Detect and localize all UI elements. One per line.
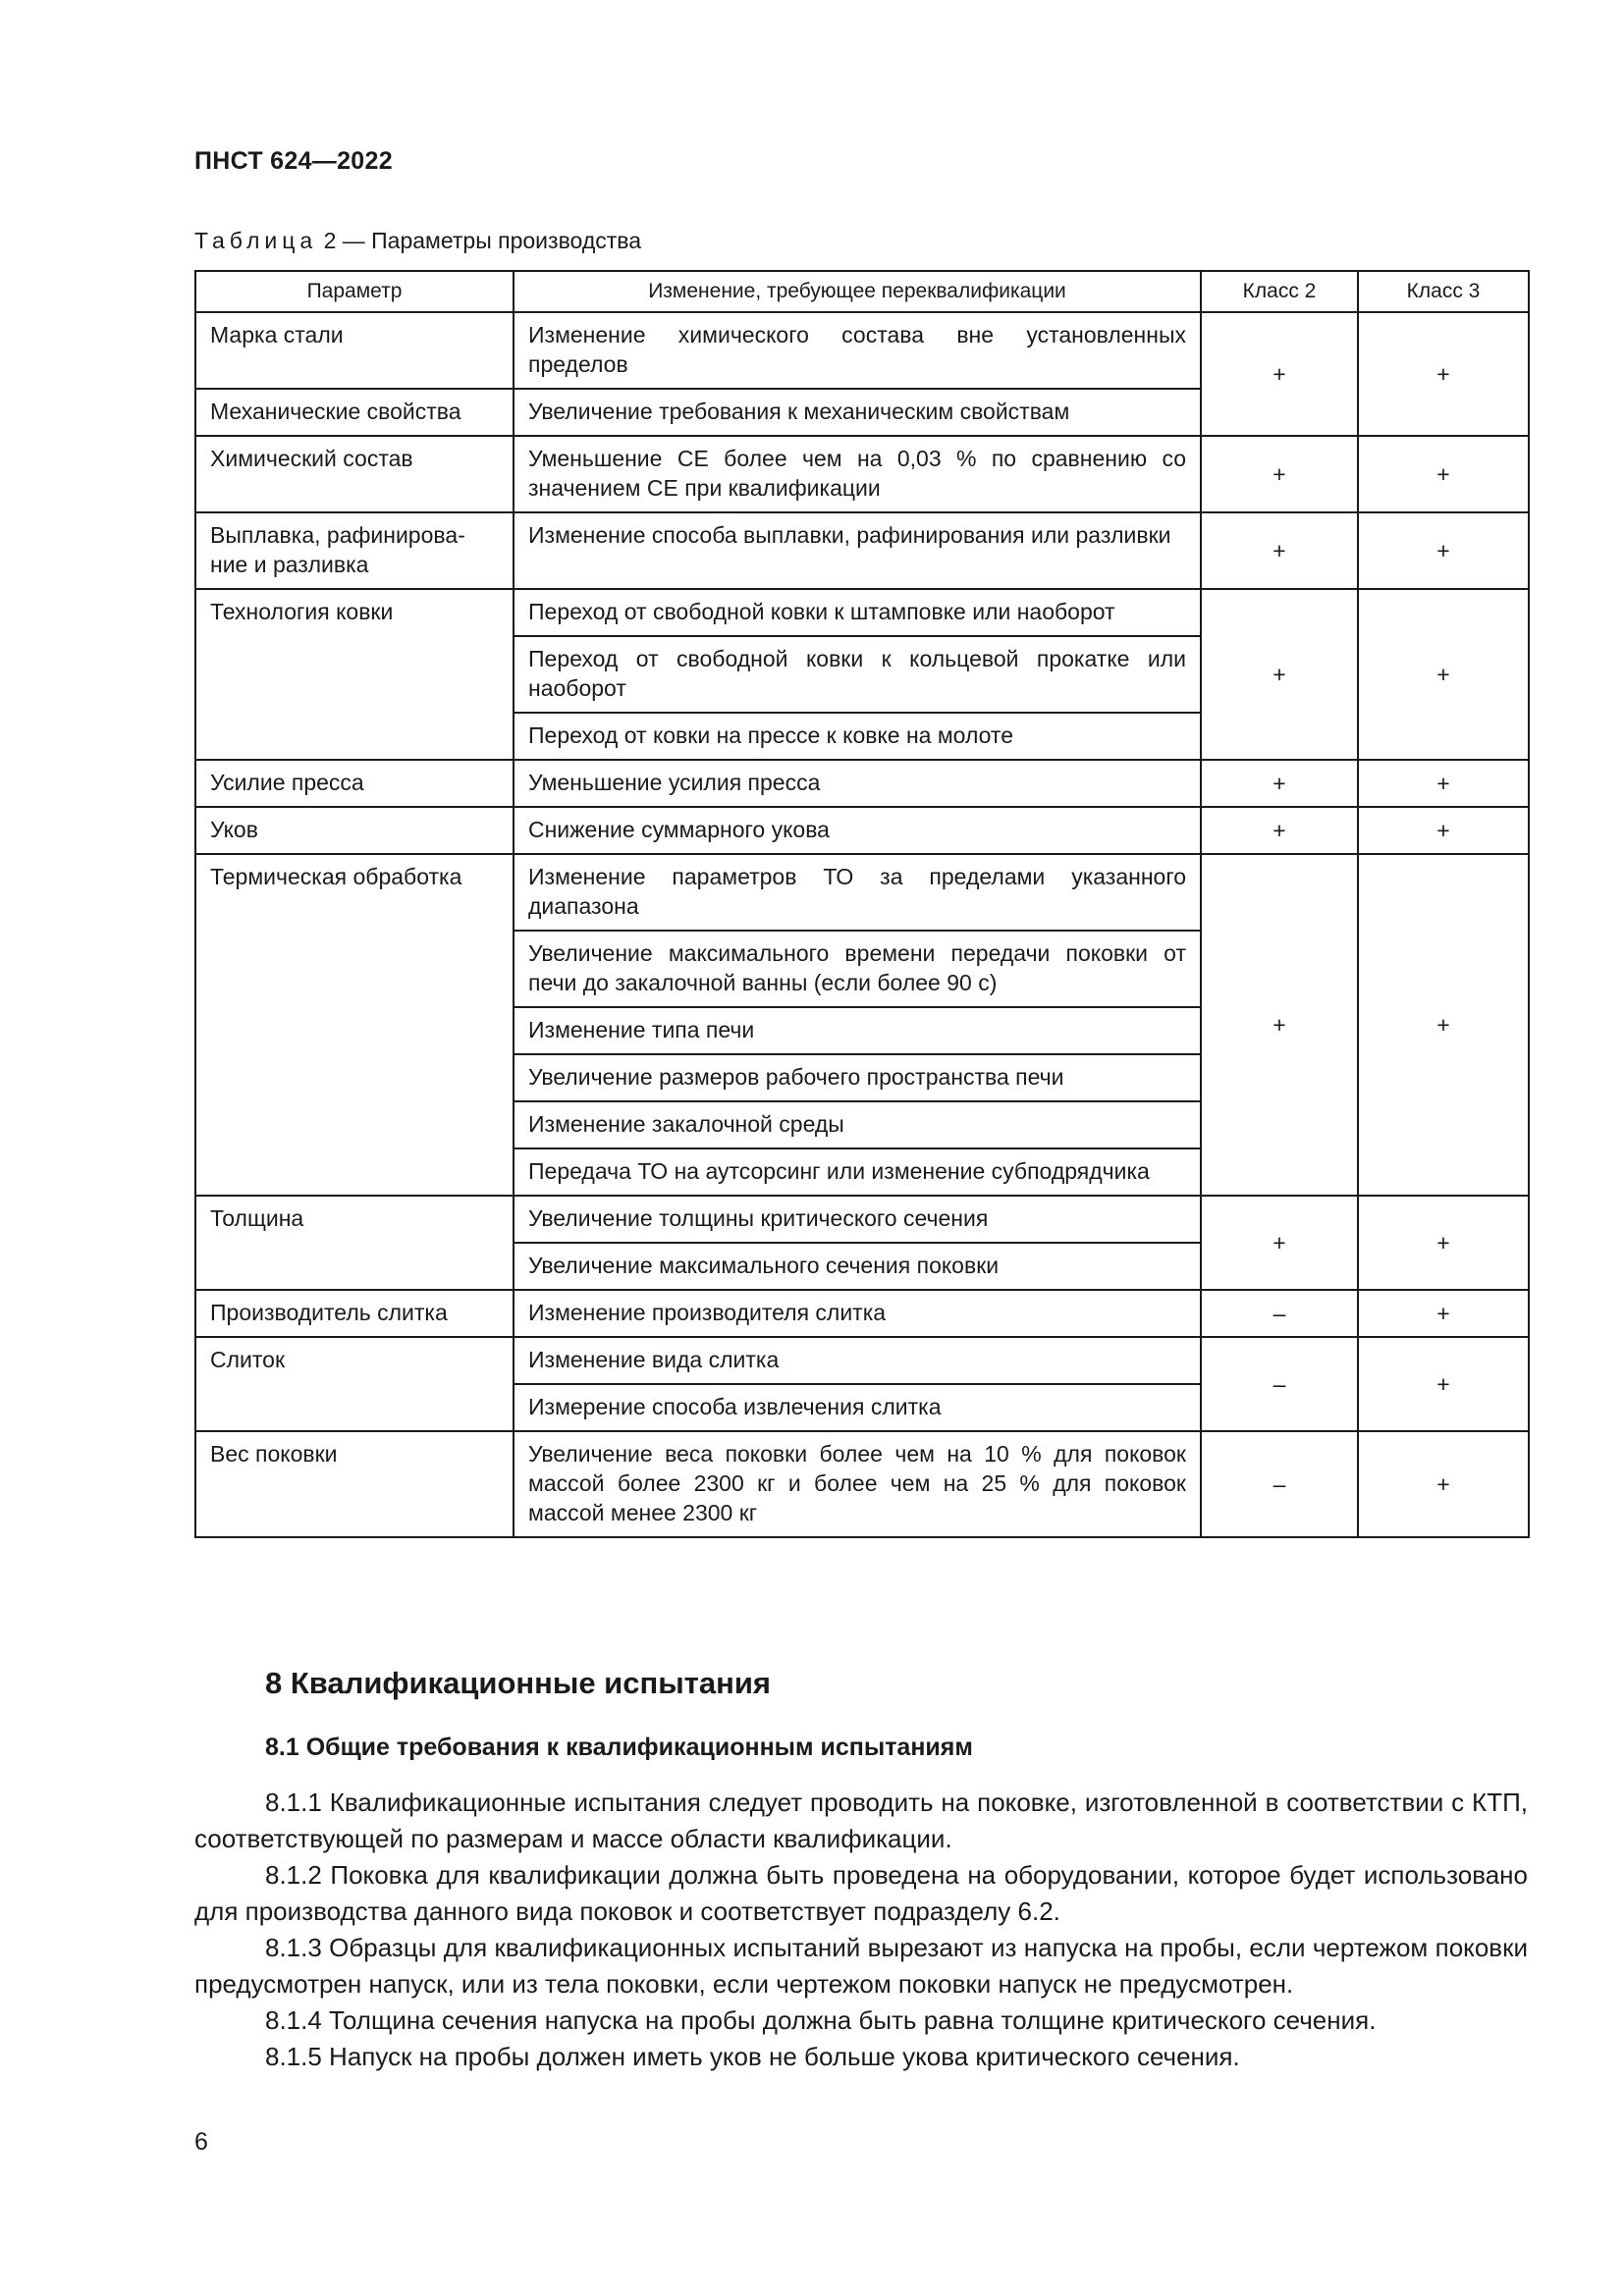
change-cell: Изменение производителя слитка <box>514 1290 1201 1337</box>
paragraph: 8.1.1 Квалификационные испытания следует проводить на поковке, изготовленной в соответствии с КТП, соответствующей по размерам и массе области квалификации. <box>194 1788 1528 1853</box>
paragraph: 8.1.2 Поковка для квалификации должна быть проведена на оборудовании, которое будет использовано для производства данного вида поковок и соответствует подразделу 6.2. <box>194 1860 1528 1926</box>
table-row <box>195 436 1529 512</box>
header-class-3: Класс 3 <box>1358 271 1529 312</box>
param-cell: Выплавка, рафинирова-ние и разливка <box>195 512 514 589</box>
change-cell: Измерение способа извлечения слитка <box>514 1384 1201 1431</box>
paragraph: 8.1.5 Напуск на пробы должен иметь уков не больше укова критического сечения. <box>265 2042 1240 2071</box>
class2-mark: – <box>1201 1290 1358 1337</box>
table-row <box>195 312 1529 389</box>
class2-mark: – <box>1201 1337 1358 1431</box>
param-cell: Производитель слитка <box>195 1290 514 1337</box>
change-cell: Изменение параметров ТО за пределами указанного диапазона <box>514 854 1201 931</box>
change-cell: Изменение химического состава вне установленных пределов <box>514 312 1201 389</box>
change-cell: Переход от свободной ковки к штамповке или наоборот <box>514 589 1201 636</box>
class3-mark: + <box>1358 1431 1529 1537</box>
param-cell: Механические свойства <box>195 389 514 436</box>
change-cell: Переход от ковки на прессе к ковке на молоте <box>514 713 1201 760</box>
class3-mark: + <box>1358 807 1529 854</box>
change-cell: Снижение суммарного укова <box>514 807 1201 854</box>
table-caption-title: 2 — Параметры производства <box>323 228 642 253</box>
class3-mark: + <box>1358 589 1529 760</box>
change-cell: Передача ТО на аутсорсинг или изменение субподрядчика <box>514 1148 1201 1196</box>
change-cell: Изменение вида слитка <box>514 1337 1201 1384</box>
class3-mark: + <box>1358 1337 1529 1431</box>
change-cell: Изменение закалочной среды <box>514 1101 1201 1148</box>
class2-mark: + <box>1201 436 1358 512</box>
class3-mark: + <box>1358 854 1529 1196</box>
table-header-row <box>195 271 1529 312</box>
class3-mark: + <box>1358 436 1529 512</box>
param-cell: Уков <box>195 807 514 854</box>
table-row <box>195 854 1529 931</box>
param-cell: Толщина <box>195 1196 514 1290</box>
table-caption-word: Таблица <box>194 228 318 253</box>
header-change: Изменение, требующее переквалификации <box>514 271 1201 312</box>
section-heading: 8 Квалификационные испытания <box>265 1666 771 1700</box>
class3-mark: + <box>1358 512 1529 589</box>
param-cell: Технология ковки <box>195 589 514 760</box>
class2-mark: – <box>1201 1431 1358 1537</box>
change-cell: Изменение способа выплавки, рафинирования или разливки <box>514 512 1201 589</box>
class2-mark: + <box>1201 312 1358 436</box>
param-cell: Марка стали <box>195 312 514 389</box>
class2-mark: + <box>1201 1196 1358 1290</box>
class2-mark: + <box>1201 854 1358 1196</box>
paragraph: 8.1.4 Толщина сечения напуска на пробы должна быть равна толщине критического сечения. <box>265 2005 1377 2035</box>
change-cell: Увеличение толщины критического сечения <box>514 1196 1201 1243</box>
class2-mark: + <box>1201 760 1358 807</box>
table-row <box>195 807 1529 854</box>
param-cell: Термическая обработка <box>195 854 514 1196</box>
page-number: 6 <box>194 2128 208 2156</box>
table-row <box>195 1290 1529 1337</box>
param-cell: Слиток <box>195 1337 514 1431</box>
change-cell: Изменение типа печи <box>514 1007 1201 1054</box>
class3-mark: + <box>1358 312 1529 436</box>
class3-mark: + <box>1358 1196 1529 1290</box>
header-parameter: Параметр <box>195 271 514 312</box>
change-cell: Переход от свободной ковки к кольцевой прокатке или наоборот <box>514 636 1201 713</box>
change-cell: Уменьшение CE более чем на 0,03 % по сравнению со значением CE при квалификации <box>514 436 1201 512</box>
table-row <box>195 1337 1529 1384</box>
class3-mark: + <box>1358 760 1529 807</box>
change-cell: Увеличение максимального времени передачи поковки от печи до закалочной ванны (если более 90 с) <box>514 931 1201 1007</box>
paragraph: 8.1.3 Образцы для квалификационных испытаний вырезают из напуска на пробы, если чертежом поковки предусмотрен напуск, или из тела поковки, если чертежом поковки напуск не предусмотрен. <box>194 1933 1528 1999</box>
table-row <box>195 589 1529 636</box>
table-row <box>195 512 1529 589</box>
subsection-heading: 8.1 Общие требования к квалификационным испытаниям <box>265 1734 973 1761</box>
table-row <box>195 1431 1529 1537</box>
change-cell: Уменьшение усилия пресса <box>514 760 1201 807</box>
class2-mark: + <box>1201 512 1358 589</box>
param-cell: Вес поковки <box>195 1431 514 1537</box>
table-row <box>195 760 1529 807</box>
param-cell: Химический состав <box>195 436 514 512</box>
class2-mark: + <box>1201 807 1358 854</box>
change-cell: Увеличение веса поковки более чем на 10 % для поковок массой более 2300 кг и более чем на 25 % для поковок массой менее 2300 кг <box>514 1431 1201 1537</box>
class2-mark: + <box>1201 589 1358 760</box>
class3-mark: + <box>1358 1290 1529 1337</box>
section-body <box>194 1785 1528 2075</box>
param-cell: Усилие пресса <box>195 760 514 807</box>
header-class-2: Класс 2 <box>1201 271 1358 312</box>
table-row <box>195 1196 1529 1243</box>
change-cell: Увеличение максимального сечения поковки <box>514 1243 1201 1290</box>
change-cell: Увеличение размеров рабочего пространства печи <box>514 1054 1201 1101</box>
change-cell: Увеличение требования к механическим свойствам <box>514 389 1201 436</box>
document-code: ПНСТ 624—2022 <box>194 147 393 175</box>
production-parameters-table <box>194 270 1530 1538</box>
table-caption <box>194 228 641 254</box>
